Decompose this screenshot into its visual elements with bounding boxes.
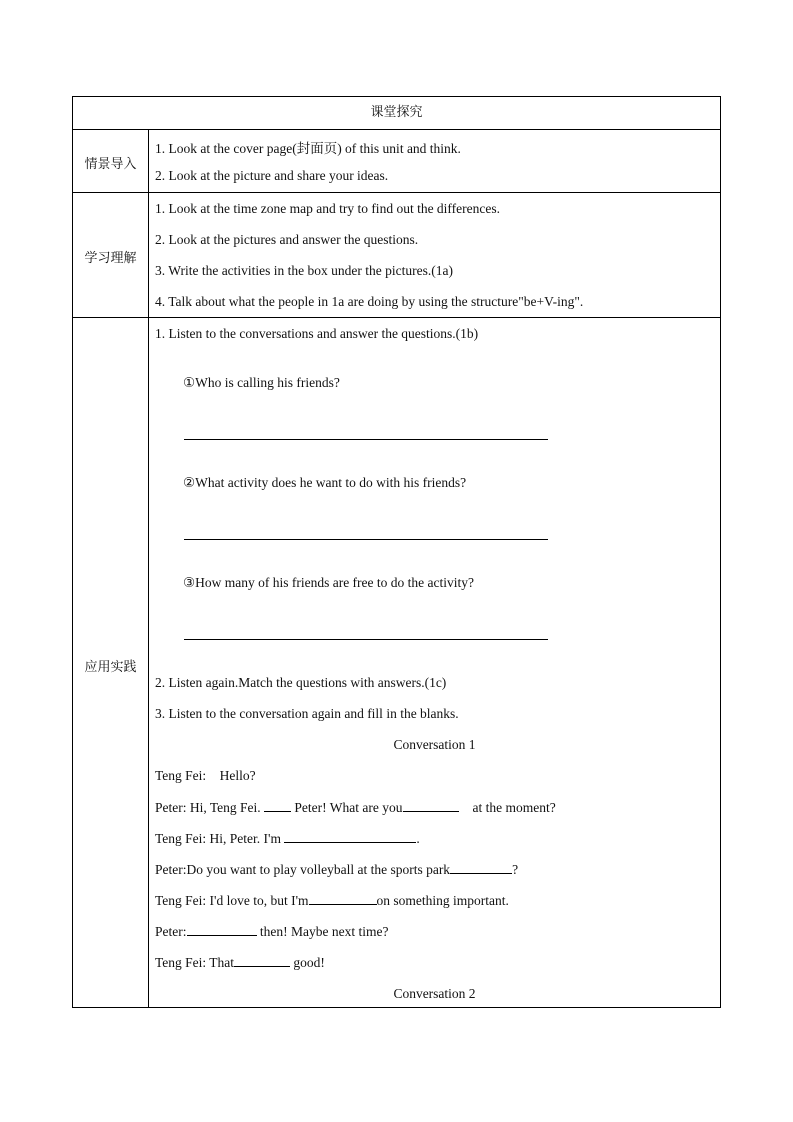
dialogue-text: Teng Fei: I'd love to, but I'm [155,893,309,908]
intro-item: 1. Look at the cover page(封面页) of this unit and think. [155,141,461,156]
dialogue-text: Teng Fei: Hello? [155,768,256,783]
practice-item: 3. Listen to the conversation again and fill in the blanks. [155,706,459,721]
blank[interactable] [309,892,377,905]
study-item: 3. Write the activities in the box under the pictures.(1a) [155,263,453,278]
dialogue-text: Peter:Do you want to play volleyball at the sports park [155,862,451,877]
practice-item: 1. Listen to the conversations and answer the questions.(1b) [155,326,479,341]
dialogue-text: Teng Fei: Hi, Peter. I'm [155,831,285,846]
dialogue-text: . [416,831,420,846]
dialogue-text: at the moment? [472,800,556,815]
dialogue-text: Teng Fei: That [155,955,235,970]
conversation-title: Conversation 1 [393,737,476,752]
answer-line[interactable] [184,639,548,640]
study-item: 1. Look at the time zone map and try to find out the differences. [155,201,501,216]
dialogue-line [155,861,518,878]
blank[interactable] [284,830,416,843]
row-divider [73,129,720,130]
intro-item: 2. Look at the picture and share your ideas. [155,168,389,183]
study-item: 4. Talk about what the people in 1a are doing by using the structure"be+V-ing". [155,294,584,309]
dialogue-line [155,830,420,847]
dialogue-text: ? [512,862,519,877]
row-divider [73,317,720,318]
dialogue-text: Peter: Hi, Teng Fei. [155,800,265,815]
dialogue-line [155,768,256,784]
dialogue-text: on something important. [376,893,509,908]
worksheet-table [72,96,721,1008]
question: ③How many of his friends are free to do the activity? [183,575,475,590]
question: ②What activity does he want to do with his friends? [183,475,467,490]
blank[interactable] [234,954,290,967]
table-title: 课堂探究 [370,105,423,120]
dialogue-line [155,892,509,909]
dialogue-line [155,923,388,940]
row-divider [73,192,720,193]
section-label-intro: 情景导入 [84,157,137,172]
section-label-practice: 应用实践 [84,660,137,675]
blank[interactable] [264,799,291,812]
blank[interactable] [187,923,257,936]
dialogue-text: Peter: [155,924,187,939]
practice-item: 2. Listen again.Match the questions with answers.(1c) [155,675,447,690]
column-divider [148,129,149,1007]
dialogue-line [155,799,556,816]
answer-line[interactable] [184,539,548,540]
study-item: 2. Look at the pictures and answer the questions. [155,232,419,247]
blank[interactable] [450,861,512,874]
answer-line[interactable] [184,439,548,440]
dialogue-line [155,954,325,971]
dialogue-text: then! Maybe next time? [256,924,389,939]
question: ①Who is calling his friends? [183,375,340,390]
section-label-study: 学习理解 [84,251,137,266]
dialogue-text: Peter! What are you [291,800,403,815]
blank[interactable] [403,799,459,812]
conversation-title: Conversation 2 [393,986,476,1001]
dialogue-text: good! [290,955,325,970]
